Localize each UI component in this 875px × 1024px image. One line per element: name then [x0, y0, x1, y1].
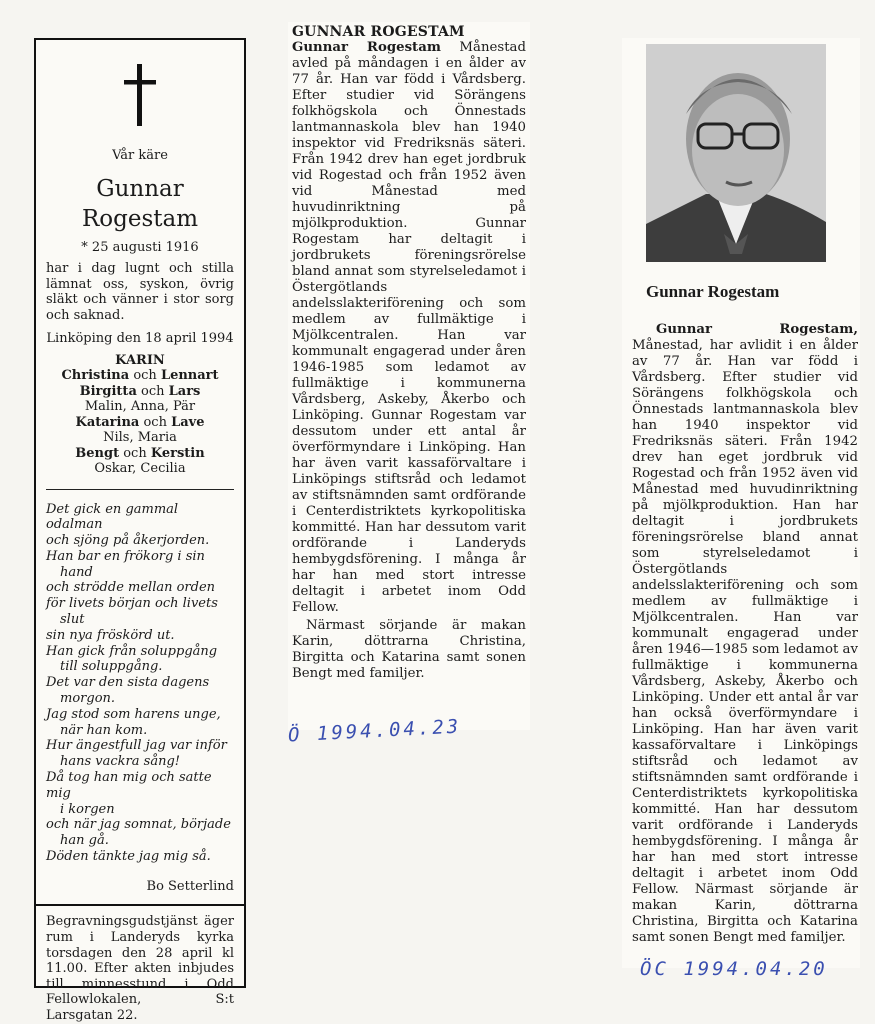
obituary-title: Gunnar Rogestam	[646, 282, 780, 301]
obituary-lead-name: Gunnar Rogestam,	[656, 322, 858, 337]
mourner-line: Christina och Lennart	[61, 368, 219, 383]
news-article	[288, 22, 530, 730]
notice-place-date: Linköping den 18 april 1994	[46, 331, 234, 346]
article-heading: GUNNAR ROGESTAM	[292, 24, 465, 40]
mourner-children: Oskar, Cecilia	[94, 461, 186, 476]
article-paragraph	[292, 40, 526, 616]
poem-line: och när jag somnat, började	[46, 817, 231, 833]
spouse-name: KARIN	[115, 352, 165, 368]
poem-line: och strödde mellan orden	[46, 580, 216, 596]
poem-line: sin nya fröskörd ut.	[46, 627, 175, 643]
article-paragraph: Närmast sörjande är makan Karin, döttrarna Christina, Birgitta och Katarina samt sonen Bengt med familjer.	[292, 618, 526, 681]
poem-line: han gå.	[60, 833, 109, 849]
poem-line: hans vackra sång!	[60, 754, 180, 770]
mourner-line: Katarina och Lave	[75, 414, 205, 430]
notice-birth-date: * 25 augusti 1916	[81, 239, 199, 255]
notice-first-name: Gunnar	[96, 175, 184, 202]
poem-line: Det var den sista dagens	[46, 675, 210, 691]
divider	[36, 904, 244, 906]
obituary-body	[632, 322, 858, 946]
death-notice	[34, 38, 246, 1023]
mourner-line: Bengt och Kerstin	[75, 445, 205, 461]
handwritten-date: ÖC 1994.04.20	[640, 958, 828, 980]
portrait-photo	[646, 44, 826, 262]
poem-author: Bo Setterlind	[146, 878, 234, 894]
article-lead-name: Gunnar Rogestam	[292, 40, 441, 55]
notice-last-name: Rogestam	[81, 205, 199, 232]
mourner-children: Malin, Anna, Pär	[84, 399, 196, 414]
poem-line: när han kom.	[60, 722, 148, 738]
mourner-children: Nils, Maria	[103, 430, 177, 445]
obituary	[622, 38, 860, 968]
handwritten-date: Ö 1994.04.23	[287, 715, 462, 747]
mourners-list	[46, 353, 234, 477]
article-text: Månestad avled på måndagen i en ålder av 77 år. Han var född i Vårdsberg. Efter studier vid Sörängens folkhögskola och Önnestads lantmannaskola blev han 1940 inspektor vid Fredriksnäs säteri. Från 1942 drev han eget jordbruk vid Rogestad och från 1952 även vid Månestad med huvudinriktning på mjölkproduktion. Gunnar Rogestam har deltagit i jordbrukets föreningsrörelse bland annat som styrelseledamot i Östergötlands andelsslakteriförening och som medlem av fullmäktige i Mjölkcentralen. Han var kommunalt engagerad under åren 1946-1985 som ledamot av fullmäktige i kommunerna Vårdsberg, Askeby, Åkerbo och Linköping. Gunnar Rogestam var dessutom under ett antal år överförmyndare i Linköping. Han har även varit kassaförvaltare i Linköpings stiftsråd och ledamot av stiftsnämnden samt ordförande i Centerdistriktets kyrkopolitiska kommitté. Han har dessutom varit ordförande i Landeryds hembygdsförening. I många år har han med stort intresse deltagit i arbetet inom Odd Fellow.	[292, 40, 526, 615]
notice-intro: Vår käre	[112, 148, 168, 163]
poem-line: Det gick en gammal odalman	[46, 501, 179, 533]
poem-line: Döden tänkte jag mig så.	[46, 849, 211, 865]
poem-line: för livets början och livets	[46, 596, 218, 612]
mourner-line: Birgitta och Lars	[79, 383, 201, 399]
poem-line: Jag stod som harens unge,	[46, 706, 221, 722]
poem-line: och sjöng på åkerjorden.	[46, 533, 210, 549]
poem-line: Han bar en frökorg i sin	[46, 548, 205, 564]
notice-message: har i dag lugnt och stilla lämnat oss, syskon, övrig släkt och vänner i stor sorg och saknad.	[46, 261, 234, 323]
poem-line: slut	[60, 612, 85, 628]
divider	[46, 489, 234, 490]
cross-icon	[121, 64, 159, 126]
poem-line: Då tog han mig och satte mig	[46, 770, 212, 801]
obituary-text: Månestad, har avlidit i en ålder av 77 år. Han var född i Vårdsberg. Efter studier vid Sörängens folkhögskola och Önnestads lantmannaskola blev han 1940 inspektor vid Fredriksnäs säteri. Från 1942 drev han eget jordbruk vid Rogestad och från 1952 även vid Månestad med huvudinriktning på mjölkproduktion. Han har deltagit i jordbrukets föreningsrörelse bland annat som styrelseledamot i Östergötlands andelsslakteriförening och som medlem av fullmäktige i Mjölkcentralen. Han var kommunalt engagerad under åren 1946—1985 som ledamot av fullmäktige i kommunerna Vårdsberg, Askeby, Åkerbo och Linköping. Under ett antal år var han också överförmyndare i Linköping. Han har även varit kassaförvaltare i Linköpings stiftsråd och ledamot av stiftsnämnden samt ordförande i Centerdistriktets kyrkopolitiska kommitté. Han har dessutom varit ordförande i Landeryds hembygdsförening. I många år har han med stort intresse deltagit i arbetet inom Odd Fellow. Närmast sörjande är makan Karin, döttrarna Christina, Birgitta och Katarina samt sonen Bengt med familjer.	[632, 338, 858, 945]
funeral-info: Begravningsgudstjänst äger rum i Landeryds kyrka torsdagen den 28 april kl 11.00. Efter akten inbjudes till minnesstund i Odd Fellowlokalen, S:t Larsgatan 22.	[46, 914, 234, 1023]
portrait-image	[646, 44, 826, 262]
poem	[46, 502, 234, 865]
poem-line: i korgen	[60, 801, 115, 817]
poem-line: till soluppgång.	[60, 659, 163, 675]
poem-line: morgon.	[60, 691, 116, 707]
poem-line: hand	[60, 564, 93, 580]
poem-line: Han gick från soluppgång	[46, 643, 218, 659]
poem-line: Hur ängestfull jag var inför	[46, 738, 227, 754]
